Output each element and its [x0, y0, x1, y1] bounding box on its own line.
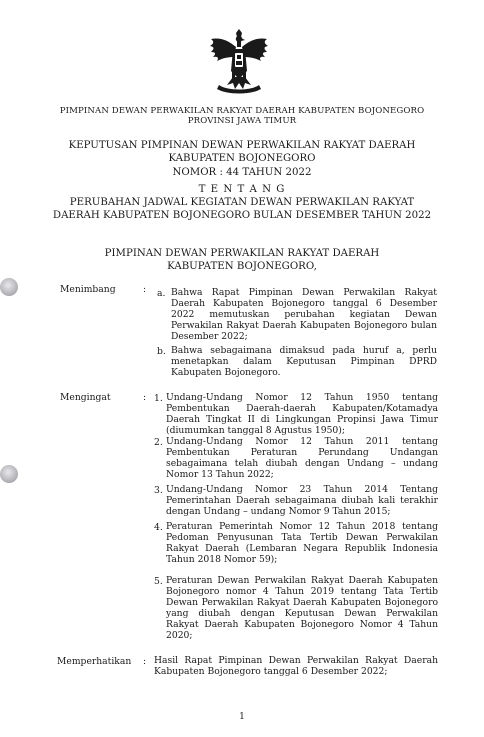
mengingat-item: Undang-Undang Nomor 12 Tahun 2011 tentang Pembentukan Peraturan Perundang Undangan sebagaimana telah diubah dengan Undang – undang Nomor 13 Tahun 2022; — [166, 436, 438, 480]
garuda-emblem-icon — [207, 27, 271, 97]
page-number: 1 — [239, 712, 245, 722]
decree-subject-line2: DAERAH KABUPATEN BOJONEGORO BULAN DESEMBER TAHUN 2022 — [52, 210, 432, 221]
decree-title-line1: KEPUTUSAN PIMPINAN DEWAN PERWAKILAN RAKYAT DAERAH — [68, 140, 416, 151]
mengingat-item: Peraturan Pemerintah Nomor 12 Tahun 2018 tentang Pedoman Penyusunan Tata Tertib Dewan Perwakilan Rakyat Daerah (Lembaran Negara Republik Indonesia Tahun 2018 Nomor 59); — [166, 521, 438, 565]
memperhatikan-colon: : — [143, 656, 147, 667]
decree-title-line2: KABUPATEN BOJONEGORO — [168, 153, 316, 164]
menimbang-colon: : — [143, 284, 147, 295]
mengingat-marker: 1. — [154, 393, 163, 404]
mengingat-item: Undang-Undang Nomor 23 Tahun 2014 Tentang Pemerintahan Daerah sebagaimana diubah kali terakhir dengan Undang – undang Nomor 9 Tahun 2015; — [166, 484, 438, 517]
issuer-line1: PIMPINAN DEWAN PERWAKILAN RAKYAT DAERAH — [104, 248, 380, 259]
mengingat-marker: 5. — [154, 576, 163, 587]
mengingat-colon: : — [143, 392, 147, 403]
menimbang-label: Menimbang — [60, 284, 116, 295]
memperhatikan-text: Hasil Rapat Pimpinan Dewan Perwakilan Rakyat Daerah Kabupaten Bojonegoro tanggal 6 Desember 2022; — [154, 655, 438, 677]
decree-subject-line1: PERUBAHAN JADWAL KEGIATAN DEWAN PERWAKILAN RAKYAT — [69, 197, 415, 208]
memperhatikan-label: Memperhatikan — [57, 656, 132, 667]
mengingat-marker: 4. — [154, 522, 163, 533]
issuer-line2: KABUPATEN BOJONEGORO, — [167, 261, 317, 272]
mengingat-marker: 2. — [154, 437, 163, 448]
decree-number: NOMOR : 44 TAHUN 2022 — [172, 167, 312, 178]
tentang-heading: T E N T A N G — [198, 184, 286, 195]
menimbang-item: Bahwa sebagaimana dimaksud pada huruf a, perlu menetapkan dalam Keputusan Pimpinan DPRD Kabupaten Bojonegoro. — [171, 345, 437, 378]
province-name: PROVINSI JAWA TIMUR — [187, 116, 297, 126]
institution-name: PIMPINAN DEWAN PERWAKILAN RAKYAT DAERAH KABUPATEN BOJONEGORO — [59, 106, 425, 116]
mengingat-label: Mengingat — [60, 392, 111, 403]
punch-hole — [0, 278, 18, 296]
menimbang-marker: b. — [157, 346, 166, 357]
menimbang-marker: a. — [157, 288, 166, 299]
punch-hole — [0, 465, 18, 483]
mengingat-item: Peraturan Dewan Perwakilan Rakyat Daerah Kabupaten Bojonegoro nomor 4 Tahun 2019 tentang Tata Tertib Dewan Perwakilan Rakyat Daerah Kabupaten Bojonegoro yang diubah dengan Keputusan Dewan Perwakilan Rakyat Daerah Kabupaten Bojonegoro Nomor 4 Tahun 2020; — [166, 575, 438, 641]
menimbang-item: Bahwa Rapat Pimpinan Dewan Perwakilan Rakyat Daerah Kabupaten Bojonegoro tanggal 6 Desember 2022 memutuskan perubahan kegiatan Dewan Perwakilan Rakyat Daerah Kabupaten Bojonegoro bulan Desember 2022; — [171, 287, 437, 342]
mengingat-item: Undang-Undang Nomor 12 Tahun 1950 tentang Pembentukan Daerah-daerah Kabupaten/Kotamadya Daerah Tingkat II di Lingkungan Propinsi Jawa Timur (diumumkan tanggal 8 Agustus 1950); — [166, 392, 438, 436]
mengingat-marker: 3. — [154, 485, 163, 496]
